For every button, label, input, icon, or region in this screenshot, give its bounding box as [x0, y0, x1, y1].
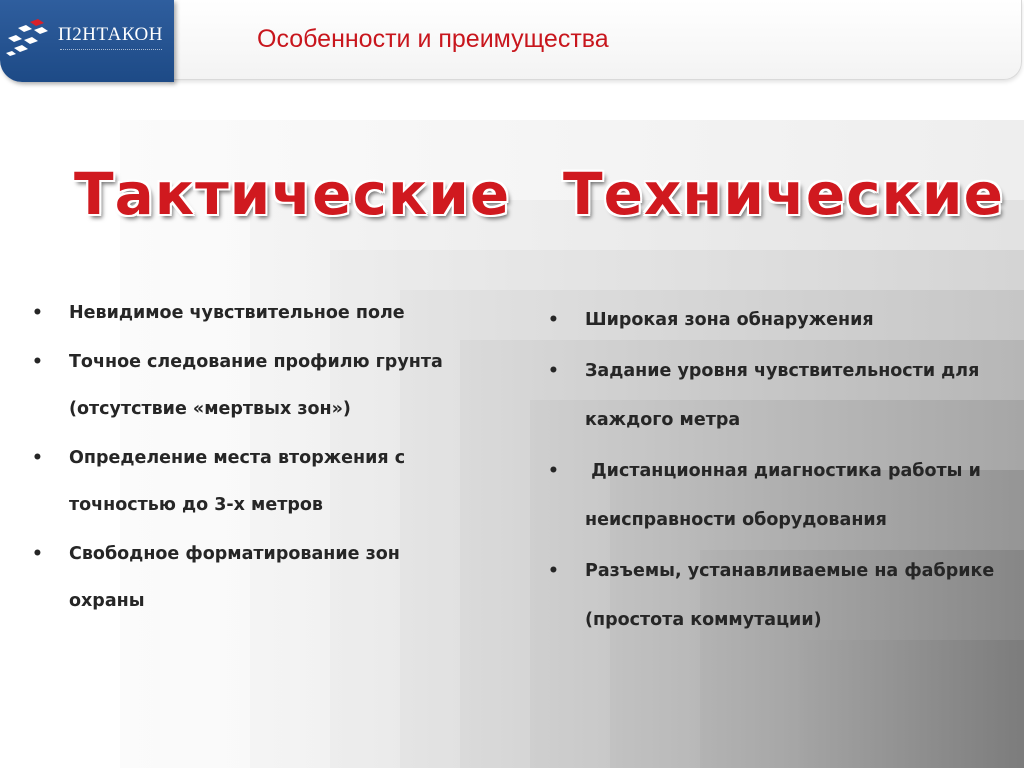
- slide-header: [0, 0, 1024, 82]
- bullet: •: [32, 352, 43, 372]
- page-title: Особенности и преимущества: [257, 25, 609, 53]
- list-item-text: Определение места вторжения с точностью до 3-х метров: [69, 448, 406, 515]
- bullet: •: [32, 544, 43, 564]
- logo-cubes-icon: [4, 18, 54, 60]
- list-item-text: Свободное форматирование зон охраны: [69, 544, 400, 611]
- bullet: •: [548, 361, 559, 381]
- list-item-text: Задание уровня чувствительности для каждого метра: [585, 361, 980, 430]
- bullet: •: [548, 561, 559, 581]
- list-item: [548, 347, 1018, 445]
- bullet: •: [32, 448, 43, 468]
- list-item: [32, 531, 472, 625]
- heading-technical: Технические: [563, 160, 1004, 228]
- bullet: •: [32, 303, 43, 323]
- list-item-text: Дистанционная диагностика работы и неисправности оборудования: [585, 461, 987, 530]
- tactical-feature-list: [32, 290, 472, 627]
- bullet: •: [548, 461, 559, 481]
- heading-tactical: Тактические: [74, 160, 511, 228]
- bullet: •: [548, 310, 559, 330]
- list-item-text: Невидимое чувствительное поле: [69, 303, 405, 323]
- background-layer: [800, 640, 1024, 768]
- logo-wordmark: П2НТАКОН: [58, 24, 163, 45]
- list-item-text: Разъемы, устанавливаемые на фабрике (простота коммутации): [585, 561, 995, 630]
- list-item: [548, 547, 1018, 645]
- list-item: [32, 290, 472, 337]
- list-item-text: Широкая зона обнаружения: [585, 310, 874, 330]
- list-item: [32, 435, 472, 529]
- logo-underline: [60, 49, 162, 52]
- technical-feature-list: [548, 296, 1018, 647]
- list-item: [548, 296, 1018, 345]
- list-item-text: Точное следование профилю грунта (отсутствие «мертвых зон»): [69, 352, 443, 419]
- list-item: [32, 339, 472, 433]
- company-logo: [0, 0, 174, 82]
- list-item: [548, 447, 1018, 545]
